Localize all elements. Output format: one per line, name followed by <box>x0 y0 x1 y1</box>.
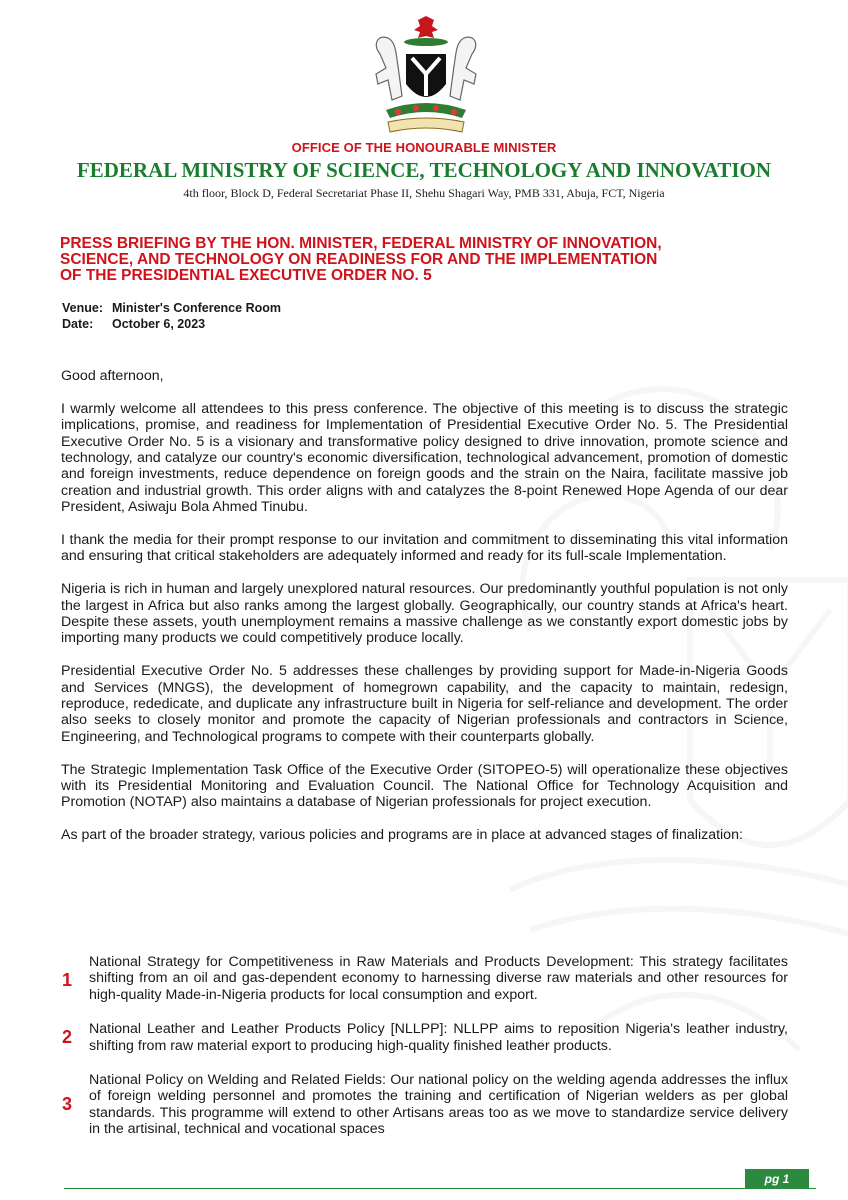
list-number: 3 <box>62 1094 73 1115</box>
document-body <box>61 368 788 860</box>
paragraph: Presidential Executive Order No. 5 addresses these challenges by providing support for Made-in-Nigeria Goods and Services (MNGS), the development of homegrown capability, and the capacity to maintain, redesign, reproduce, rededicate, and duplicate any infrastructure built in Nigeria for self-reliance and development. The order also seeks to closely monitor and promote the capacity of Nigerian professionals and contractors in Science, Engineering, and Technological programs to compete with their counterparts globally. <box>61 663 788 745</box>
footer-divider <box>64 1188 816 1189</box>
list-number: 1 <box>62 970 73 990</box>
document-title <box>60 236 780 284</box>
ministry-name: FEDERAL MINISTRY OF SCIENCE, TECHNOLOGY AND INNOVATION <box>76 158 772 182</box>
date-row <box>62 316 281 332</box>
list-item <box>61 954 788 1003</box>
ministry-address: 4th floor, Block D, Federal Secretariat Phase II, Shehu Shagari Way, PMB 331, Abuja, FCT, Nigeria <box>183 186 665 200</box>
paragraph: I thank the media for their prompt response to our invitation and commitment to disseminating this vital information and ensuring that critical stakeholders are adequately informed and ready for its full-scale Implementation. <box>61 532 788 565</box>
title-line: PRESS BRIEFING BY THE HON. MINISTER, FEDERAL MINISTRY OF INNOVATION, <box>60 235 662 252</box>
list-item <box>61 1072 788 1138</box>
date-value: October 6, 2023 <box>112 317 206 331</box>
venue-label: Venue: <box>62 301 103 315</box>
title-line: OF THE PRESIDENTIAL EXECUTIVE ORDER NO. 5 <box>60 267 432 284</box>
paragraph: The Strategic Implementation Task Office of the Executive Order (SITOPEO-5) will operationalize these objectives with its Presidential Monitoring and Evaluation Council. The National Office for Technology Acquisition and Promotion (NOTAP) also maintains a database of Nigerian professionals for project execution. <box>61 761 788 811</box>
venue-value: Minister's Conference Room <box>112 301 281 315</box>
list-text: National Strategy for Competitiveness in Raw Materials and Products Development: This strategy facilitates shifting from an oil and gas-dependent economy to harnessing diverse raw materials and other resources for high-quality Made-in-Nigeria products for local consumption and export. <box>89 954 788 1003</box>
paragraph: Good afternoon, <box>61 368 164 384</box>
list-number: 2 <box>62 1027 73 1048</box>
paragraph: Nigeria is rich in human and largely unexplored natural resources. Our predominantly youthful population is not only the largest in Africa but also ranks among the largest globally. Geographically, our country stands at Africa's heart. Despite these assets, youth unemployment remains a massive challenge as we constantly export domestic jobs by importing many products we could competitively produce locally. <box>61 581 788 647</box>
page-number-badge: pg 1 <box>745 1169 809 1189</box>
date-label: Date: <box>62 317 94 331</box>
list-item <box>61 1021 788 1054</box>
paragraph: As part of the broader strategy, various policies and programs are in place at advanced stages of finalization: <box>61 827 743 844</box>
paragraph: I warmly welcome all attendees to this press conference. The objective of this meeting is to discuss the strategic implications, promise, and readiness for Implementation of Presidential Executive Order No. 5. The Presidential Executive Order No. 5 is a visionary and transformative policy designed to drive innovation, promote science and technology, and catalyze our country's economic diversification, technological advancement, promotion of domestic and foreign investments, reduce dependence on foreign goods and the strain on the Naira, facilitate massive job creation and industrial growth. This order aligns with and catalyzes the 8-point Renewed Hope Agenda of our dear President, Asiwaju Bola Ahmed Tinubu. <box>61 400 788 516</box>
list-text: National Policy on Welding and Related Fields: Our national policy on the welding agenda addresses the influx of foreign welding personnel and promotes the training and certification of Nigerian welders as per global standards. This programme will extend to other Artisans areas too as we move to standardize service delivery in the artisinal, technical and vocational spaces <box>89 1072 788 1138</box>
nigeria-coat-of-arms-icon <box>362 14 490 138</box>
list-text: National Leather and Leather Products Policy [NLLPP]: NLLPP aims to reposition Nigeria's leather industry, shifting from raw material export to producing high-quality finished leather products. <box>89 1021 788 1054</box>
title-line: SCIENCE, AND TECHNOLOGY ON READINESS FOR AND THE IMPLEMENTATION <box>60 251 658 268</box>
office-heading: OFFICE OF THE HONOURABLE MINISTER <box>291 140 557 155</box>
venue-row <box>62 300 281 316</box>
briefing-meta <box>62 300 281 332</box>
policy-list <box>61 954 788 1138</box>
